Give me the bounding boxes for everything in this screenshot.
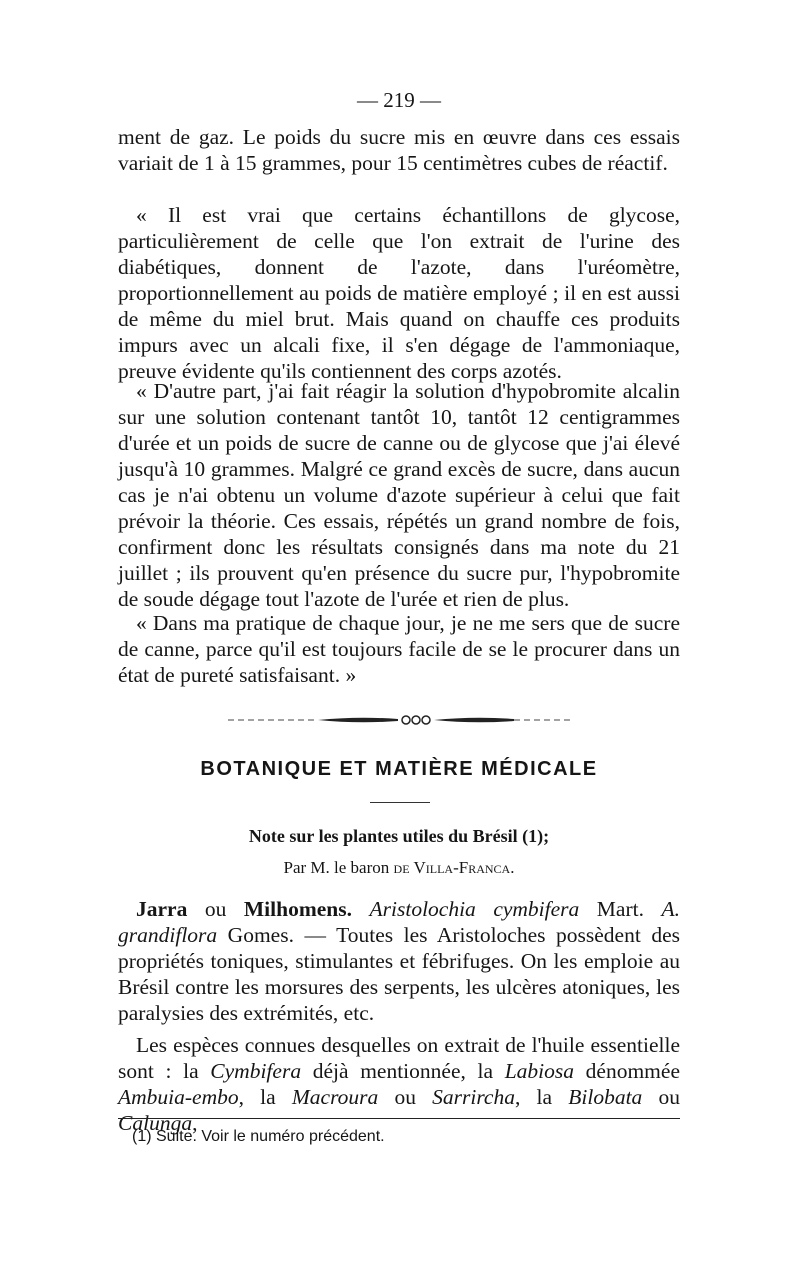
paragraph-text: « Dans ma pratique de chaque jour, je ne me sers que de sucre de canne, parce qu'il est toujours facile de se le procurer dans un état de pureté satisfaisant. » bbox=[118, 611, 680, 687]
text-run: Gomes. — Toutes les Aristoloches possèdent des propriétés toniques, stimulantes et fébrifuges. On les emploie au Brésil contre les morsures des serpents, les ulcères atoniques, les paralysies des extrémités, etc. bbox=[118, 923, 680, 1025]
article-title: Note sur les plantes utiles du Brésil (1); bbox=[248, 826, 550, 846]
paragraph-jarra bbox=[118, 896, 680, 1026]
paragraph-species bbox=[118, 1032, 680, 1136]
ornament-divider bbox=[228, 712, 573, 728]
paragraph-hypobromite bbox=[118, 378, 680, 612]
paragraph-text: « D'autre part, j'ai fait réagir la solution d'hypobromite alcalin sur une solution contenant tantôt 10, tantôt 12 centigrammes d'urée et un poids de sucre de canne ou de glycose que j'ai élevé jusqu'à 10 grammes. Malgré ce grand excès de sucre, dans aucun cas je n'ai obtenu un volume d'azote supérieur à celui que fait prévoir la théorie. Ces essais, répétés un grand nombre de fois, confirment donc les résultats consignés dans ma note du 21 juillet ; ils prouvent qu'en présence du sucre pur, l'hypobromite de soude dégage tout l'azote de l'urée et rien de plus. bbox=[118, 379, 680, 611]
latin-name: Bilobata bbox=[568, 1085, 643, 1109]
latin-name: Macroura bbox=[291, 1085, 379, 1109]
text-run: Les espèces connues desquelles on extrait de l'huile essentielle sont : la bbox=[118, 1033, 680, 1083]
latin-name: Calunga bbox=[118, 1111, 193, 1135]
text-run bbox=[352, 897, 370, 921]
short-rule-divider bbox=[370, 802, 430, 803]
byline-particle: de bbox=[393, 858, 414, 877]
latin-name: Sarrircha bbox=[432, 1085, 515, 1109]
text-run: Mart. bbox=[579, 897, 662, 921]
latin-name: Labiosa bbox=[504, 1059, 575, 1083]
footnote: (1) Suite. Voir le numéro précédent. bbox=[132, 1128, 385, 1145]
page-number: — 219 — bbox=[357, 88, 441, 112]
paragraph-practice bbox=[118, 610, 680, 688]
section-title: BOTANIQUE ET MATIÈRE MÉDICALE bbox=[200, 758, 598, 780]
byline-author: Villa-Franca. bbox=[413, 858, 515, 877]
paragraph-text: « Il est vrai que certains échantillons de glycose, particulièrement de celle que l'on extrait de l'urine des diabétiques, donnent de l'azote, dans l'uréomètre, proportionnellement au poids de matière employé ; il en est aussi de même du miel brut. Mais quand on chauffe ces produits impurs avec un alcali fixe, il s'en dégage de l'ammoniaque, preuve évidente qu'ils contiennent des corps azotés. bbox=[118, 203, 680, 383]
text-run: , la bbox=[238, 1085, 292, 1109]
paragraph-continuation: ment de gaz. Le poids du sucre mis en œuvre dans ces essais variait de 1 à 15 grammes, pour 15 centimètres cubes de réactif. bbox=[118, 125, 680, 175]
latin-name: Cymbifera bbox=[210, 1059, 302, 1083]
plant-name: Milhomens. bbox=[243, 897, 352, 921]
byline-prefix: Par M. le baron bbox=[283, 858, 394, 877]
latin-name: A. grandiflora bbox=[118, 897, 681, 947]
text-run: ou bbox=[642, 1085, 680, 1109]
text-run: ou bbox=[378, 1085, 433, 1109]
paragraph-glycose bbox=[118, 202, 680, 384]
latin-name: Ambuia-embo bbox=[118, 1085, 239, 1109]
text-run: , bbox=[192, 1111, 198, 1135]
plant-name: Jarra bbox=[136, 897, 188, 921]
latin-name: Aristolochia cymbifera bbox=[369, 897, 580, 921]
article-byline bbox=[118, 858, 680, 878]
text-run: ou bbox=[187, 897, 244, 921]
footnote-rule bbox=[118, 1118, 680, 1119]
text-run: dénommée bbox=[574, 1059, 680, 1083]
text-run: , la bbox=[514, 1085, 569, 1109]
text-run: déjà mentionnée, la bbox=[301, 1059, 505, 1083]
